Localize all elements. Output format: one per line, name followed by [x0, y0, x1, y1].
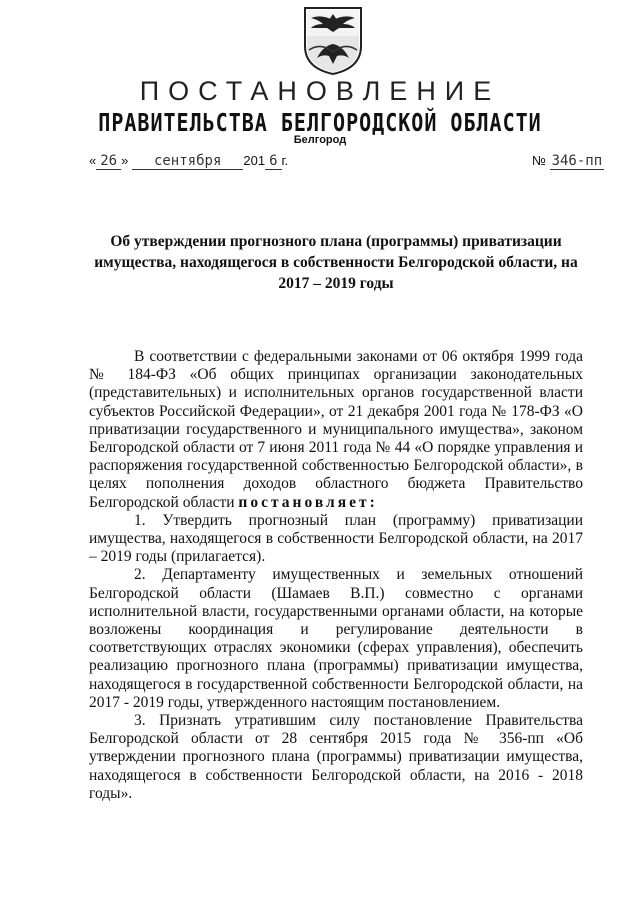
preamble-paragraph — [89, 348, 583, 512]
resolution-item-3: 3. Признать утратившим силу постановление Правительства Белгородской области от 28 сентября 2015 года № 356-пп «Об утверждении прогнозного плана (программы) приватизации имущества, находящегося в собственности Белгородской области, на 2016 - 2018 годы». — [89, 712, 583, 802]
date-year-prefix: 201 — [243, 153, 266, 168]
document-number — [532, 153, 604, 169]
document-date — [89, 153, 288, 169]
resolution-item-1: 1. Утвердить прогнозный план (программу) приватизации имущества, находящегося в собственности Белгородской области, на 2017 – 2019 годы (прилагается). — [89, 511, 583, 566]
date-open-quote: « — [89, 153, 97, 168]
date-day: 26 — [96, 153, 121, 170]
preamble-text: В соответствии с федеральными законами от 06 октября 1999 года № 184-ФЗ «Об общих принципах организации законодательных (представительных) и исполнительных органов государственной власти субъектов Российской Федерации», от 21 декабря 2001 года № 178-ФЗ «О приватизации государственного и муниципального имущества», законом Белгородской области от 7 июня 2011 года № 44 «О порядке управления и распоряжения государственной собственностью Белгородской области», в целях пополнения доходов областного бюджета Правительство Белгородской области — [89, 348, 583, 511]
coat-of-arms-emblem — [297, 6, 369, 76]
document-title: Об утверждении прогнозного плана (программы) приватизации имущества, находящегося в собственности Белгородской области, на 2017 – 2019 годы — [94, 233, 578, 292]
city-name: Белгород — [293, 134, 347, 146]
number-value: 346-пп — [551, 153, 603, 169]
date-month: сентября — [132, 153, 243, 170]
document-body — [89, 348, 583, 803]
date-year-suffix: г. — [281, 153, 289, 168]
issuing-authority-heading: ПРАВИТЕЛЬСТВА БЕЛГОРОДСКОЙ ОБЛАСТИ — [98, 107, 542, 137]
date-close-quote: » — [121, 153, 129, 168]
document-type-heading: ПОСТАНОВЛЕНИЕ — [139, 76, 501, 106]
date-year-digit: 6 — [265, 153, 281, 170]
number-label: № — [532, 153, 546, 168]
resolves-keyword: постановляет: — [238, 493, 378, 511]
resolution-item-2: 2. Департаменту имущественных и земельных отношений Белгородской области (Шамаев В.П.) совместно с органами исполнительной власти, государственными органами области, на которые возложены координация и регулирование деятельности в соответствующих отраслях экономики (сферах управления), обеспечить реализацию прогнозного плана (программы) приватизации имущества, находящегося в государственной собственности Белгородской области, на 2017 - 2019 годы, утвержденного настоящим постановлением. — [89, 566, 583, 711]
